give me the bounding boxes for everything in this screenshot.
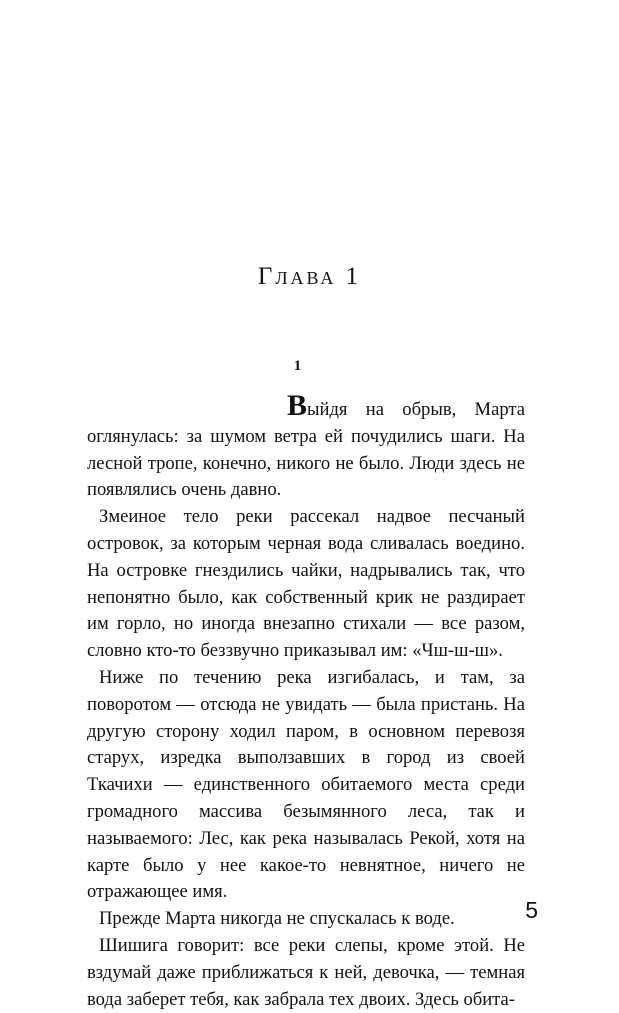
section-number: 1 [293, 358, 302, 374]
paragraph-4: Прежде Марта никогда не спускалась к воде. [99, 908, 455, 930]
body-text [87, 389, 525, 1013]
page-number: 5 [525, 897, 538, 923]
paragraph-3: Ниже по течению река изгибалась, и там, за поворотом — отсюда не увидать — была пристань. На другую сторону ходил паром, в основном перевозя старух, изредка выползавших в город из своей Ткачихи — единственного обитаемого места среди громадного массива безымянного леса, так и называемого: Лес, как река называлась Рекой, хотя на карте было у нее какое-то невнятное, ничего не отражающее имя. [87, 666, 525, 903]
paragraph-5: Шишига говорит: все реки слепы, кроме этой. Не вздумай даже приближаться к ней, девочка, — темная вода заберет тебя, как забрала тех двоих. Здесь обита- [87, 934, 525, 1010]
paragraph-1-text: ыйдя на обрыв, Марта оглянулась: за шумом ветра ей почудились шаги. На лесной тропе, конечно, никого не было. Люди здесь не появлялись очень давно. [87, 399, 525, 501]
paragraph-2: Змеиное тело реки рассекал надвое песчаный островок, за которым черная вода сливалась воедино. На островке гнездились чайки, надрывались так, что непонятно было, как собственный крик не раздирает им горло, но иногда внезапно стихали — все разом, словно кто-то беззвучно приказывал им: «Чш-ш-ш». [87, 506, 525, 662]
dropcap-letter: В [287, 389, 308, 422]
chapter-title: Глава 1 [257, 263, 362, 290]
paragraph-1 [87, 389, 525, 504]
